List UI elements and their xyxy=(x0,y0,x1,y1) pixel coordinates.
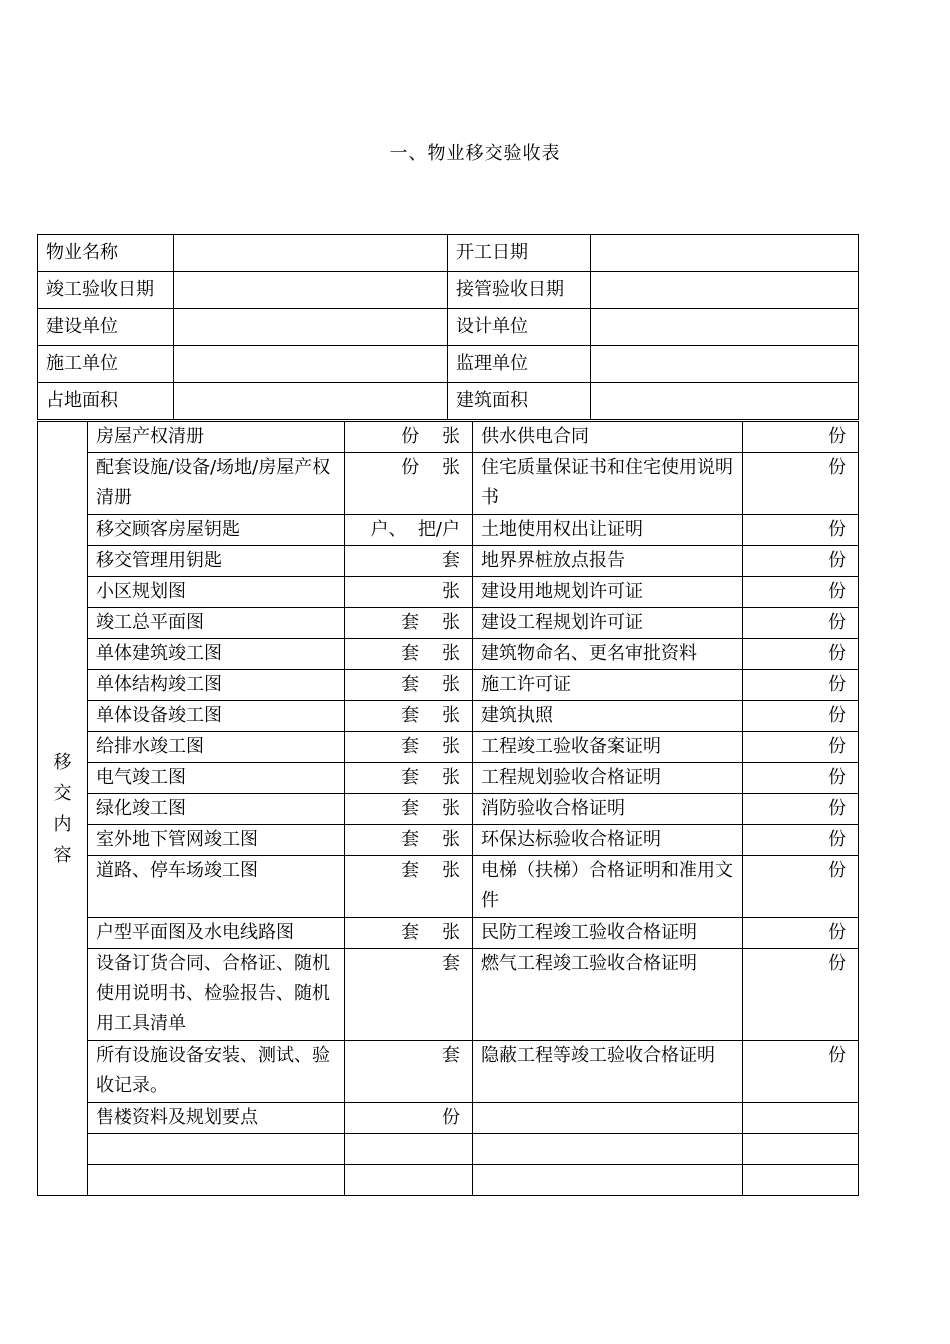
item-name xyxy=(473,1134,743,1165)
info-row xyxy=(38,235,859,272)
info-value-field[interactable] xyxy=(591,309,859,346)
table-row xyxy=(38,670,859,701)
info-row xyxy=(38,383,859,420)
table-row xyxy=(38,732,859,763)
item-name: 售楼资料及规划要点 xyxy=(88,1103,345,1134)
item-unit xyxy=(345,1165,473,1196)
item-unit: 份 xyxy=(743,515,859,546)
item-unit: 套 张 xyxy=(345,608,473,639)
item-unit: 套 张 xyxy=(345,763,473,794)
item-name: 环保达标验收合格证明 xyxy=(473,825,743,856)
table-row xyxy=(38,577,859,608)
table-row xyxy=(38,918,859,949)
item-name: 单体建筑竣工图 xyxy=(88,639,345,670)
item-unit: 套 张 xyxy=(345,918,473,949)
info-row xyxy=(38,272,859,309)
info-label: 设计单位 xyxy=(448,309,591,346)
table-row xyxy=(38,763,859,794)
item-unit xyxy=(743,1165,859,1196)
item-unit: 份 xyxy=(743,701,859,732)
item-name: 电梯（扶梯）合格证明和准用文件 xyxy=(473,856,743,918)
item-unit: 份 xyxy=(743,546,859,577)
item-name: 建筑执照 xyxy=(473,701,743,732)
info-value-field[interactable] xyxy=(174,383,448,420)
item-unit: 份 xyxy=(743,639,859,670)
item-name xyxy=(473,1165,743,1196)
item-unit: 份 xyxy=(743,577,859,608)
item-unit xyxy=(345,1134,473,1165)
info-row xyxy=(38,309,859,346)
item-unit: 份 xyxy=(743,422,859,453)
item-name: 绿化竣工图 xyxy=(88,794,345,825)
item-unit: 套 xyxy=(345,1041,473,1103)
item-unit: 份 张 xyxy=(345,422,473,453)
item-unit: 套 张 xyxy=(345,732,473,763)
item-name: 室外地下管网竣工图 xyxy=(88,825,345,856)
info-label: 开工日期 xyxy=(448,235,591,272)
item-unit: 份 xyxy=(743,670,859,701)
info-label: 竣工验收日期 xyxy=(38,272,174,309)
item-name: 消防验收合格证明 xyxy=(473,794,743,825)
info-value-field[interactable] xyxy=(174,346,448,383)
table-row xyxy=(38,1103,859,1134)
info-label: 占地面积 xyxy=(38,383,174,420)
table-row xyxy=(38,608,859,639)
table-row xyxy=(38,639,859,670)
item-name: 建筑物命名、更名审批资料 xyxy=(473,639,743,670)
item-name: 道路、停车场竣工图 xyxy=(88,856,345,918)
item-name: 户型平面图及水电线路图 xyxy=(88,918,345,949)
info-label: 物业名称 xyxy=(38,235,174,272)
table-row xyxy=(38,701,859,732)
item-name: 配套设施/设备/场地/房屋产权清册 xyxy=(88,453,345,515)
item-name: 竣工总平面图 xyxy=(88,608,345,639)
item-unit: 份 xyxy=(743,453,859,515)
item-name xyxy=(88,1134,345,1165)
info-label: 建筑面积 xyxy=(448,383,591,420)
table-row xyxy=(38,794,859,825)
section-label-char: 容 xyxy=(53,844,72,866)
info-value-field[interactable] xyxy=(174,272,448,309)
section-label xyxy=(38,422,88,1196)
item-name: 工程竣工验收备案证明 xyxy=(473,732,743,763)
item-name: 民防工程竣工验收合格证明 xyxy=(473,918,743,949)
item-name: 建设工程规划许可证 xyxy=(473,608,743,639)
table-row xyxy=(38,1134,859,1165)
info-value-field[interactable] xyxy=(591,235,859,272)
item-name: 给排水竣工图 xyxy=(88,732,345,763)
item-name: 地界界桩放点报告 xyxy=(473,546,743,577)
table-row xyxy=(38,856,859,918)
item-unit: 套 张 xyxy=(345,856,473,918)
property-info-table xyxy=(37,234,859,420)
item-name: 土地使用权出让证明 xyxy=(473,515,743,546)
item-unit: 份 xyxy=(743,949,859,1041)
item-unit: 套 张 xyxy=(345,670,473,701)
info-label: 施工单位 xyxy=(38,346,174,383)
info-row xyxy=(38,346,859,383)
info-label: 接管验收日期 xyxy=(448,272,591,309)
section-label-char: 交 xyxy=(53,782,72,804)
item-name xyxy=(473,1103,743,1134)
table-row xyxy=(38,1041,859,1103)
item-unit: 套 张 xyxy=(345,639,473,670)
item-name: 供水供电合同 xyxy=(473,422,743,453)
section-label-char: 内 xyxy=(53,813,72,835)
item-name: 电气竣工图 xyxy=(88,763,345,794)
item-unit xyxy=(743,1134,859,1165)
item-unit: 套 xyxy=(345,546,473,577)
item-unit: 套 张 xyxy=(345,701,473,732)
page-title: 一、物业移交验收表 xyxy=(389,143,561,164)
item-name: 住宅质量保证书和住宅使用说明书 xyxy=(473,453,743,515)
info-value-field[interactable] xyxy=(591,272,859,309)
item-name: 单体结构竣工图 xyxy=(88,670,345,701)
item-name: 小区规划图 xyxy=(88,577,345,608)
item-name: 隐蔽工程等竣工验收合格证明 xyxy=(473,1041,743,1103)
info-value-field[interactable] xyxy=(591,383,859,420)
table-row xyxy=(38,825,859,856)
table-row xyxy=(38,1165,859,1196)
item-name: 工程规划验收合格证明 xyxy=(473,763,743,794)
table-row xyxy=(38,422,859,453)
item-unit: 户、 把/户 xyxy=(345,515,473,546)
item-unit: 套 xyxy=(345,949,473,1041)
section-label-char: 移 xyxy=(53,751,72,773)
handover-items-table xyxy=(37,421,859,1196)
item-unit: 份 xyxy=(743,763,859,794)
table-row xyxy=(38,949,859,1041)
item-unit: 份 xyxy=(743,918,859,949)
item-name xyxy=(88,1165,345,1196)
item-name: 燃气工程竣工验收合格证明 xyxy=(473,949,743,1041)
item-unit xyxy=(743,1103,859,1134)
item-name: 房屋产权清册 xyxy=(88,422,345,453)
item-unit: 份 张 xyxy=(345,453,473,515)
item-unit: 套 张 xyxy=(345,794,473,825)
item-unit: 份 xyxy=(743,732,859,763)
info-label: 建设单位 xyxy=(38,309,174,346)
item-name: 单体设备竣工图 xyxy=(88,701,345,732)
info-value-field[interactable] xyxy=(174,309,448,346)
item-unit: 份 xyxy=(743,856,859,918)
table-row xyxy=(38,515,859,546)
info-label: 监理单位 xyxy=(448,346,591,383)
item-name: 设备订货合同、合格证、随机使用说明书、检验报告、随机用工具清单 xyxy=(88,949,345,1041)
item-name: 所有设施设备安装、测试、验收记录。 xyxy=(88,1041,345,1103)
item-name: 移交顾客房屋钥匙 xyxy=(88,515,345,546)
item-name: 施工许可证 xyxy=(473,670,743,701)
table-row xyxy=(38,453,859,515)
info-value-field[interactable] xyxy=(591,346,859,383)
item-unit: 份 xyxy=(743,608,859,639)
info-value-field[interactable] xyxy=(174,235,448,272)
item-name: 移交管理用钥匙 xyxy=(88,546,345,577)
item-unit: 份 xyxy=(743,794,859,825)
item-unit: 份 xyxy=(345,1103,473,1134)
item-unit: 套 张 xyxy=(345,825,473,856)
table-row xyxy=(38,546,859,577)
item-name: 建设用地规划许可证 xyxy=(473,577,743,608)
item-unit: 份 xyxy=(743,825,859,856)
item-unit: 份 xyxy=(743,1041,859,1103)
item-unit: 张 xyxy=(345,577,473,608)
